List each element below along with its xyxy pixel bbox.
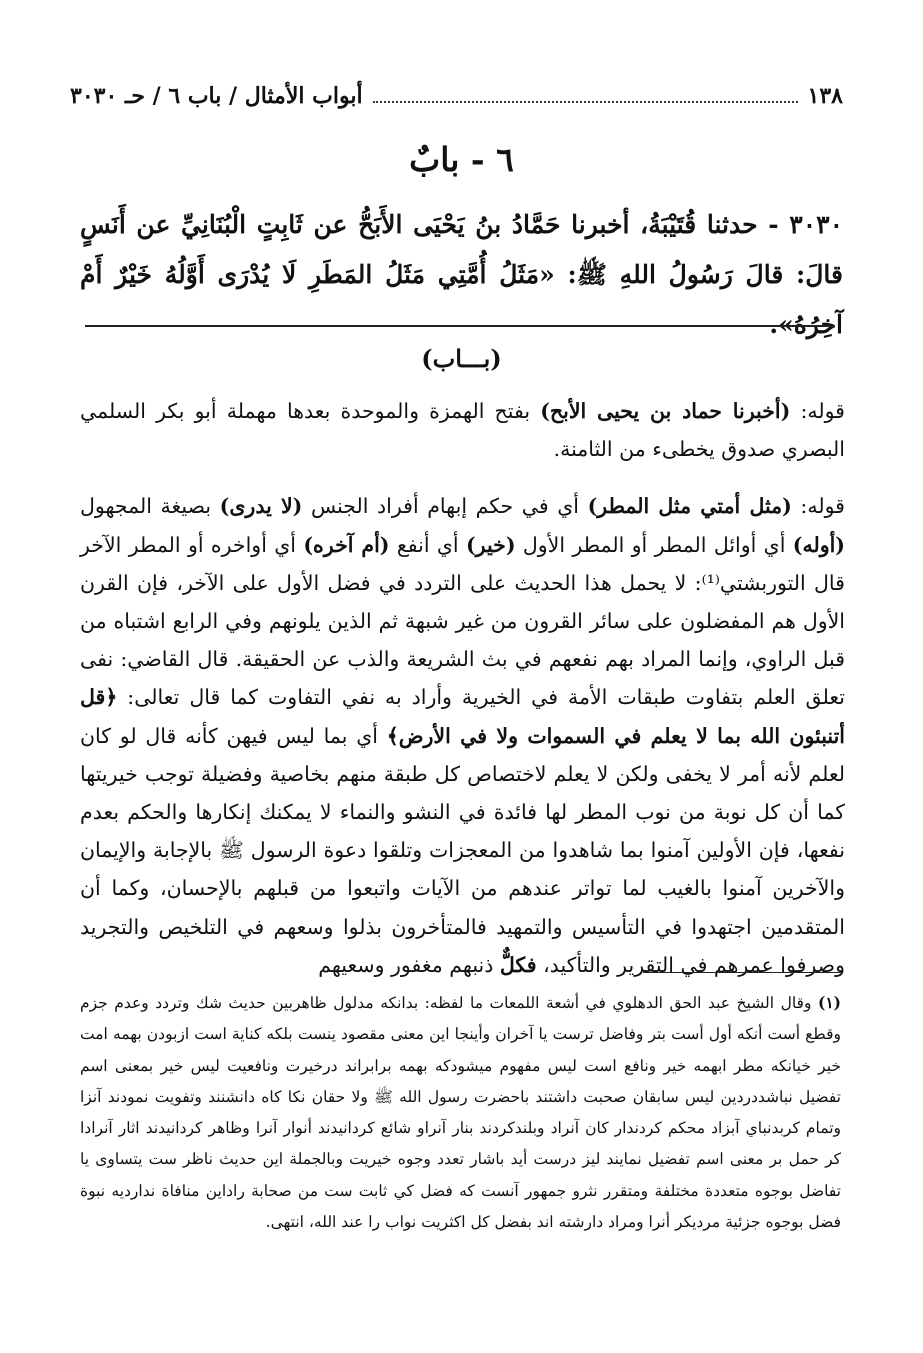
footnote (80, 987, 841, 1238)
hadith-text-block (80, 200, 843, 350)
footnote-divider (643, 972, 843, 973)
commentary-quote: (خير) (465, 532, 516, 557)
commentary-text: أي أواخره أو المطر الآخر قال التوربشتي⁽¹⁾: لا يحمل هذا الحديث على التردد في فضل الأول على الآخر، فإن القرن الأول هم المفضلون على سائر القرون من غير شبهة ثم الذين يلونهم وفي الرابع اشتباه من قبل الراوي، وإنما المراد بهم نفعهم في بث الشريعة والذب عن الحقيقة. قال القاضي: نفى تعلق العلم بتفاوت طبقات الأمة في الخيرية وأراد به نفي التفاوت كما قال تعالى: (80, 532, 845, 710)
commentary-quote: (مثل أمتي مثل المطر) (587, 494, 792, 519)
section-divider (85, 325, 835, 327)
commentary-text: أي بما ليس فيهن كأنه قال لو كان لعلم لأنه أمر لا يخفى ولكن لا يعلم لاختصاص كل طبقة منهم بخاصية وفضيلة توجب خيريتها كما أن كل نوبة من نوب المطر لها فائدة في النشو والنماء لا يمكنك إنكارها والحكم بعدم نفعها، فإن الأولين آمنوا بما شاهدوا من المعجزات وتلقوا دعوة الرسول ﷺ بالإجابة والإيمان والآخرين آمنوا بالغيب لما تواتر عندهم من الآيات واتبعوا من قبلهم بالإحسان، وكما أن المتقدمين اجتهدوا في التأسيس والتمهيد فالمتأخرون بذلوا وسعهم في التلخيص والتجريد وصرفوا عمرهم في التقرير والتأكيد، (80, 723, 845, 977)
commentary-paragraph-1 (80, 392, 845, 468)
commentary-paragraph-2 (80, 487, 845, 984)
commentary-intro: قوله: (800, 494, 845, 519)
footnote-text: وقال الشيخ عبد الحق الدهلوي في أشعة اللمعات ما لفظه: بدانكه مدلول ظاهربين حديث شك وتردد وعدم جزم وقطع أست أنكه أول أست بتر وفاضل ترست يا آخران وأينجا اين معنى مقصود ينست بلكه كناية است ازبودن بهمه امت خير خيانكه مطر ابهمه خير ونافع است ليس مفهوم ميشودكه بهمه برابراند درخيرت ونافعيت ليس خير بمعنى اسم تفضيل نباشددردين ليس سابقان صحبت داشتند باحضرت رسول الله ﷺ ولا حقان نكا كاه دانشنند وتفويت نمودند آنزا وتمام كربدنباي آبزاد محكم كردندار كان آنراد وبلندكردند بنار آنراو شائع كردانيدند أنوار آنرا وظاهر كردانيدند اثار آنرادا كر حمل بر معنى اسم تفضيل نمايند ليز درست أيد باشار تعدد وجوه خيريت وبالجملة اين حديث ناظر ست يتساوى يا تفاضل بوجوه متعددة مختلفة ومتقرر نثرو جمهور آنست كه فضل كي ثابت ست من صحابة راداين منافاة ندارديه نبوة فضل بوجوه جزئية مرديكر أنرا ومراد دارشته اند بفضل كل اكثريت نواب را عند الله، انتهى. (80, 994, 841, 1232)
page-number: ١٣٨ (807, 83, 843, 109)
commentary-text: بفتح الهمزة والموحدة بعدها مهملة أبو بكر السلمي البصري صدوق يخطىء من الثامنة. (80, 399, 845, 462)
commentary-heading: (بـــاب) (421, 344, 502, 373)
commentary-text: أي أوائل المطر أو المطر الأول (522, 532, 786, 557)
commentary-text: ذنبهم مغفور وسعيهم (318, 952, 494, 977)
hadith-number: ٣٠٣٠ - (768, 210, 843, 239)
footnote-marker: (١) (817, 993, 841, 1012)
quran-verse: ﴿قل أتنبئون الله بما لا يعلم في السموات ولا في الأرض﴾ (80, 685, 845, 748)
page-header (70, 78, 843, 114)
commentary-quote: (لا يدرى) (219, 494, 303, 519)
commentary-body (80, 392, 845, 984)
commentary-quote: (أخبرنا حماد بن يحيى الأبح) (540, 399, 791, 423)
commentary-quote: (أم آخره) (303, 532, 390, 557)
commentary-text: أي في حكم إبهام أفراد الجنس (310, 494, 580, 519)
commentary-intro: قوله: (800, 399, 845, 423)
commentary-text: بصيغة المجهول (80, 494, 212, 519)
commentary-text: أي أنفع (396, 532, 459, 557)
hadith-text: حدثنا قُتَيْبَةُ، أخبرنا حَمَّادُ بنُ يَحْيَى الأَبَحُّ عن ثَابِتٍ الْبُنَانِيِّ عن أَنَسٍ قالَ: قالَ رَسُولُ اللهِ ﷺ: «مَثَلُ أُمَّتِي مَثَلُ المَطَرِ لَا يُدْرَى أَوَّلُهُ خَيْرٌ أَمْ آخِرُهُ». (80, 210, 843, 339)
commentary-quote: (أوله) (792, 532, 845, 557)
chapter-title: ٦ - بابٌ (409, 140, 514, 179)
commentary-quote: فكلٌّ (499, 952, 537, 977)
running-title: أبواب الأمثال / باب ٦ / حـ ٣٠٣٠ (70, 83, 363, 109)
header-dot-leader (373, 89, 798, 103)
